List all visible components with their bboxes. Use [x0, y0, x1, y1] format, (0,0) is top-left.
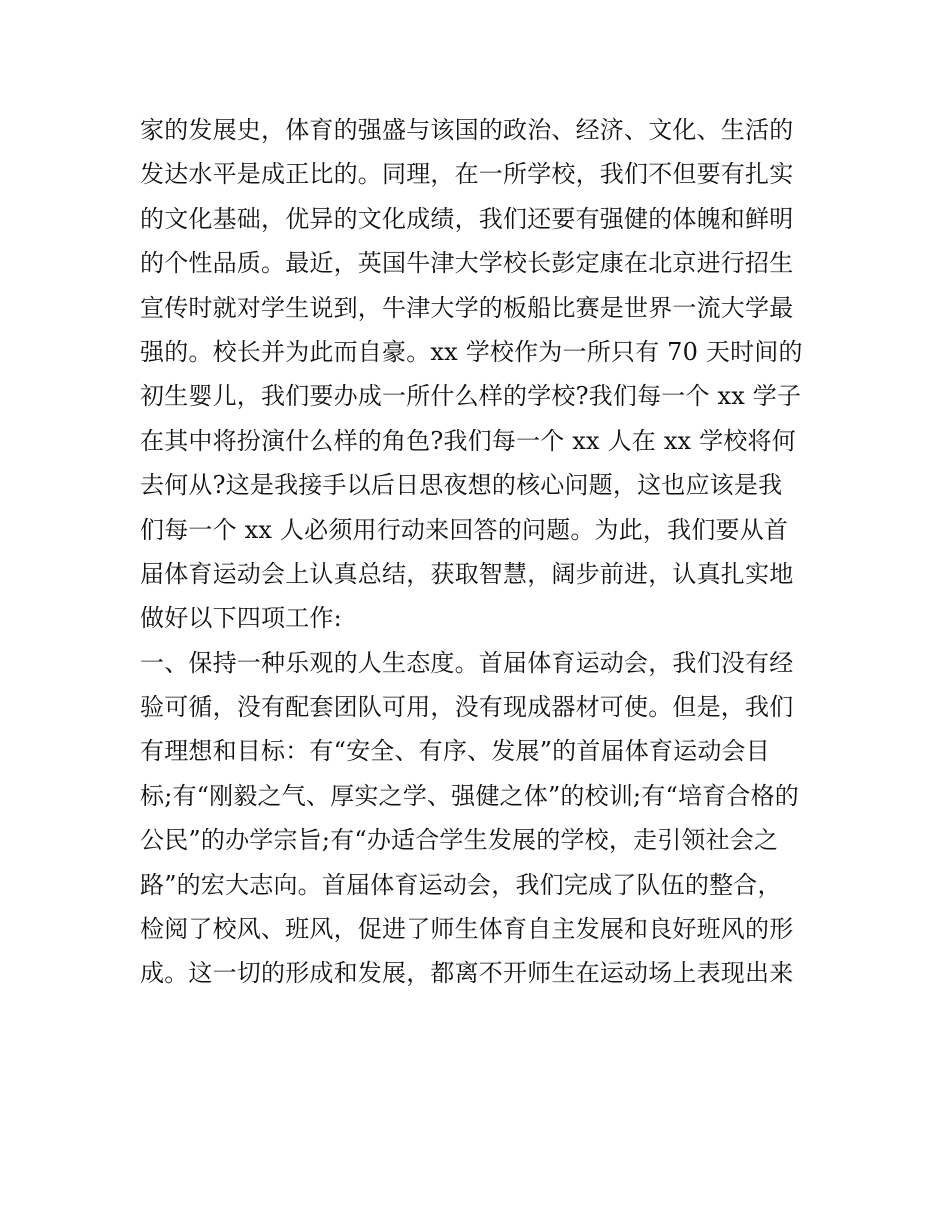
- text-line: 宣传时就对学生说到，牛津大学的板船比赛是世界一流大学最: [140, 293, 794, 322]
- text-line: 检阅了校风、班风，促进了师生体育自主发展和良好班风的形: [140, 915, 794, 944]
- text-line: 公民”的办学宗旨;有“办适合学生发展的学校，走引领社会之: [140, 826, 779, 855]
- body-text: [140, 108, 820, 996]
- text-line: 的个性品质。最近，英国牛津大学校长彭定康在北京进行招生: [140, 249, 794, 278]
- text-line: 去何从?这是我接手以后日思夜想的核心问题，这也应该是我: [140, 471, 783, 500]
- text-line: 家的发展史，体育的强盛与该国的政治、经济、文化、生活的: [140, 116, 794, 144]
- text-line: 强的。校长并为此而自豪。xx 学校作为一所只有 70 天时间的: [140, 337, 803, 366]
- text-line: 的文化基础，优异的文化成绩，我们还要有强健的体魄和鲜明: [140, 204, 794, 233]
- text-line: 发达水平是成正比的。同理，在一所学校，我们不但要有扎实: [140, 160, 794, 189]
- text-line: 做好以下四项工作:: [140, 604, 342, 633]
- text-line: 成。这一切的形成和发展，都离不开师生在运动场上表现出来: [140, 959, 794, 988]
- text-line: 届体育运动会上认真总结，获取智慧，阔步前进，认真扎实地: [140, 559, 794, 588]
- text-line: 路”的宏大志向。首届体育运动会，我们完成了队伍的整合，: [140, 870, 782, 899]
- text-line: 初生婴儿，我们要办成一所什么样的学校?我们每一个 xx 学子: [140, 382, 802, 411]
- text-line: 在其中将扮演什么样的角色?我们每一个 xx 人在 xx 学校将何: [140, 426, 796, 455]
- text-line: 验可循，没有配套团队可用，没有现成器材可使。但是，我们: [140, 693, 794, 722]
- text-line: 标;有“刚毅之气、厚实之学、强健之体”的校训;有“培育合格的: [140, 781, 799, 810]
- text-line: 一、保持一种乐观的人生态度。首届体育运动会，我们没有经: [140, 648, 794, 677]
- text-line: 有理想和目标：有“安全、有序、发展”的首届体育运动会目: [140, 737, 770, 766]
- text-line: 们每一个 xx 人必须用行动来回答的问题。为此，我们要从首: [140, 515, 789, 544]
